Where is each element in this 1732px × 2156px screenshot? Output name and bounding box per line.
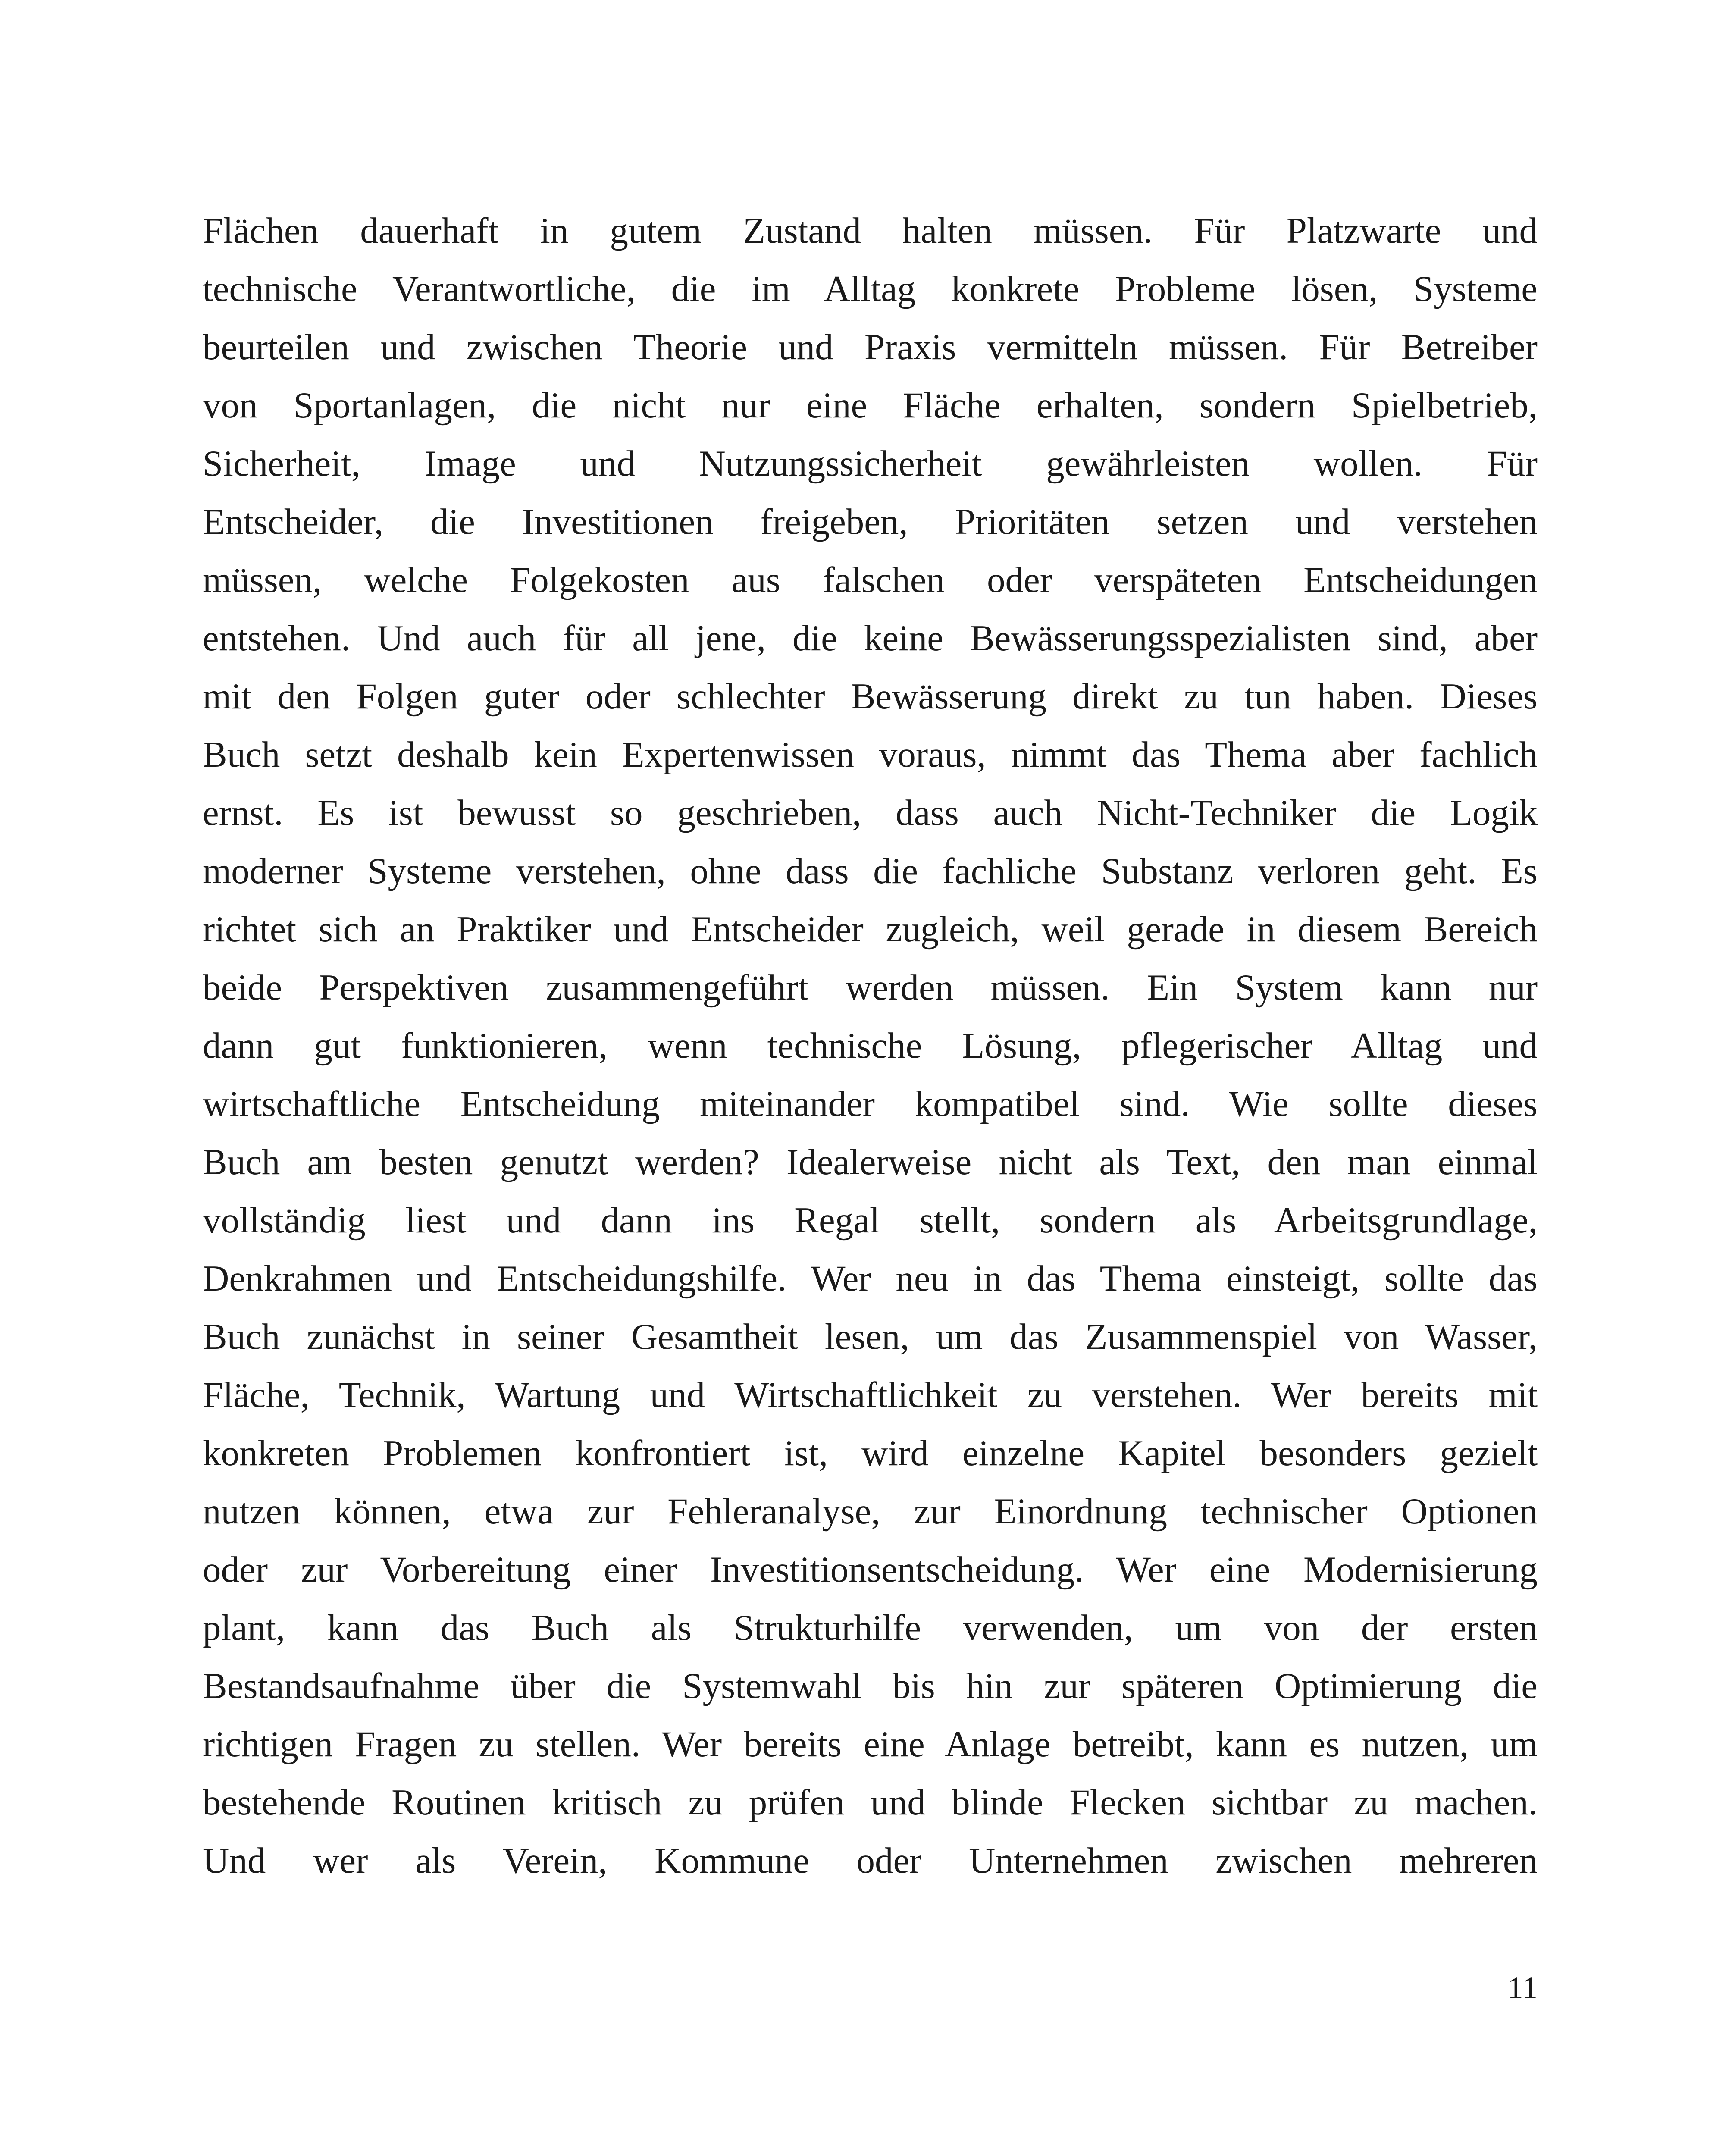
text-line: Bestandsaufnahme über die Systemwahl bis hin zur späteren Optimierung die xyxy=(203,1666,1538,1706)
page-number: 11 xyxy=(1507,1971,1538,2005)
text-line: Flächen dauerhaft in gutem Zustand halten müssen. Für Platzwarte und xyxy=(203,210,1538,251)
text-line: beide Perspektiven zusammengeführt werden müssen. Ein System kann nur xyxy=(203,967,1538,1008)
text-line: Fläche, Technik, Wartung und Wirtschaftlichkeit zu verstehen. Wer bereits mit xyxy=(203,1375,1538,1415)
text-line: nutzen können, etwa zur Fehleranalyse, zur Einordnung technischer Optionen xyxy=(203,1491,1538,1532)
text-line: Und wer als Verein, Kommune oder Unternehmen zwischen mehreren xyxy=(203,1840,1538,1881)
text-line: Buch zunächst in seiner Gesamtheit lesen, um das Zusammenspiel von Wasser, xyxy=(203,1316,1538,1357)
text-line: oder zur Vorbereitung einer Investitionsentscheidung. Wer eine Modernisierung xyxy=(203,1549,1538,1590)
body-text xyxy=(203,202,1538,1890)
text-line: bestehende Routinen kritisch zu prüfen und blinde Flecken sichtbar zu machen. xyxy=(203,1782,1538,1823)
text-line: Entscheider, die Investitionen freigeben, Prioritäten setzen und verstehen xyxy=(203,501,1538,542)
text-line: plant, kann das Buch als Strukturhilfe verwenden, um von der ersten xyxy=(203,1608,1538,1648)
text-line: müssen, welche Folgekosten aus falschen oder verspäteten Entscheidungen xyxy=(203,560,1538,600)
text-line: von Sportanlagen, die nicht nur eine Fläche erhalten, sondern Spielbetrieb, xyxy=(203,385,1538,426)
text-line: konkreten Problemen konfrontiert ist, wird einzelne Kapitel besonders gezielt xyxy=(203,1433,1538,1473)
text-line: Buch am besten genutzt werden? Idealerweise nicht als Text, den man einmal xyxy=(203,1142,1538,1182)
text-line: Sicherheit, Image und Nutzungssicherheit gewährleisten wollen. Für xyxy=(203,443,1538,484)
text-line: technische Verantwortliche, die im Alltag konkrete Probleme lösen, Systeme xyxy=(203,269,1538,309)
text-line: dann gut funktionieren, wenn technische Lösung, pflegerischer Alltag und xyxy=(203,1025,1538,1066)
text-line: Buch setzt deshalb kein Expertenwissen voraus, nimmt das Thema aber fachlich xyxy=(203,734,1538,775)
text-line: beurteilen und zwischen Theorie und Praxis vermitteln müssen. Für Betreiber xyxy=(203,327,1538,367)
text-line: richtigen Fragen zu stellen. Wer bereits eine Anlage betreibt, kann es nutzen, um xyxy=(203,1724,1538,1764)
text-line: wirtschaftliche Entscheidung miteinander kompatibel sind. Wie sollte dieses xyxy=(203,1084,1538,1124)
text-line: vollständig liest und dann ins Regal stellt, sondern als Arbeitsgrundlage, xyxy=(203,1200,1538,1241)
text-line: Denkrahmen und Entscheidungshilfe. Wer neu in das Thema einsteigt, sollte das xyxy=(203,1258,1538,1299)
text-line: mit den Folgen guter oder schlechter Bewässerung direkt zu tun haben. Dieses xyxy=(203,676,1538,717)
text-line: richtet sich an Praktiker und Entscheider zugleich, weil gerade in diesem Bereich xyxy=(203,909,1538,950)
text-line: entstehen. Und auch für all jene, die keine Bewässerungsspezialisten sind, aber xyxy=(203,618,1538,658)
text-line: ernst. Es ist bewusst so geschrieben, dass auch Nicht-Techniker die Logik xyxy=(203,793,1538,833)
text-line: moderner Systeme verstehen, ohne dass die fachliche Substanz verloren geht. Es xyxy=(203,851,1538,891)
